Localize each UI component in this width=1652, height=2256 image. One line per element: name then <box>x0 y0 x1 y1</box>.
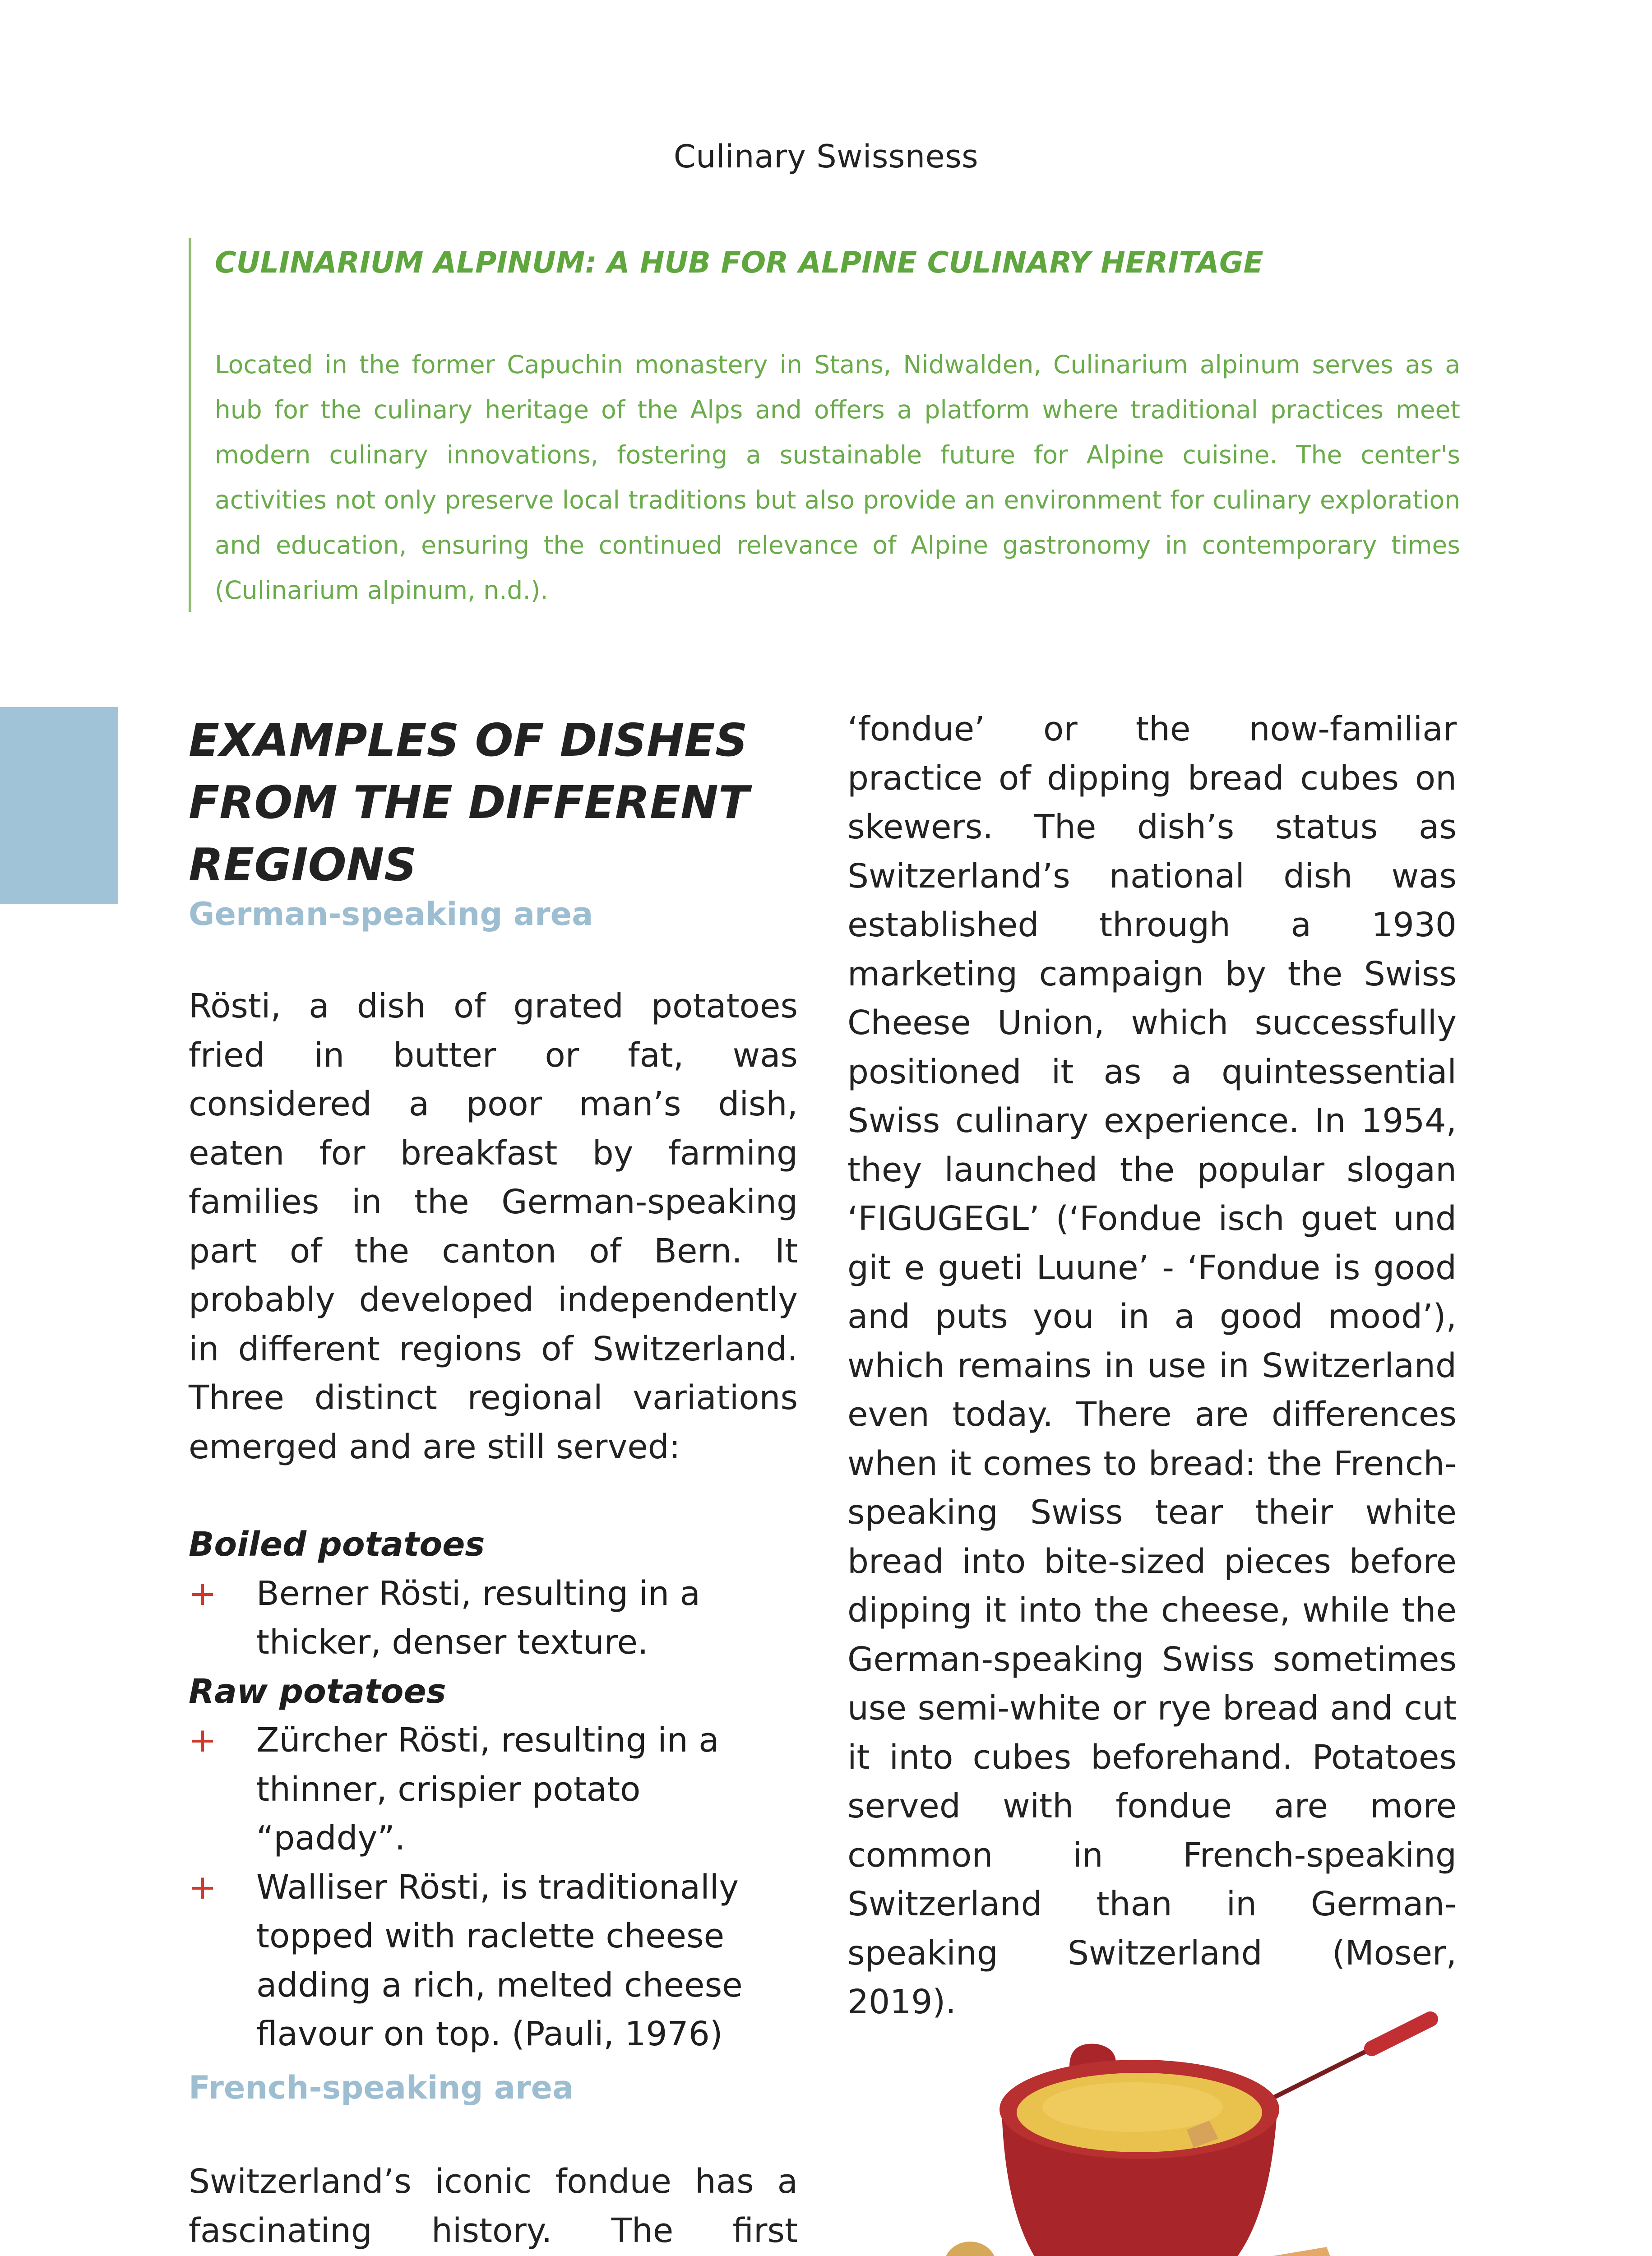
left-column-lower <box>189 2065 798 2256</box>
german-intro-paragraph: Rösti, a dish of grated potatoes fried in butter or fat, was considered a poor man’s dish, eaten for breakfast by farming families in the German-speaking part of the canton of Bern. It probably developed independently in different regions of Switzerland. Three distinct regional variations emerged and are still served: <box>189 987 798 1466</box>
boiled-potatoes-label: Boiled potatoes <box>189 1525 485 1564</box>
list-item-text: Zürcher Rösti, resulting in a thinner, crispier potato “paddy”. <box>256 1721 719 1858</box>
list-item-text: Berner Rösti, resulting in a thicker, denser texture. <box>256 1574 700 1662</box>
section-heading-line: EXAMPLES OF DISHES <box>189 714 748 767</box>
subhead-french: French-speaking area <box>189 2069 574 2106</box>
info-box <box>189 238 1460 612</box>
list-item-text: Walliser Rösti, is traditionally topped with raclette cheese adding a rich, melted cheese flavour on top. (Pauli, 1976) <box>256 1868 743 2053</box>
plus-icon: + <box>189 1574 217 1613</box>
fondue-pot-icon <box>921 1994 1480 2256</box>
info-box-title: CULINARIUM ALPINUM: A HUB FOR ALPINE CULINARY HERITAGE <box>215 246 1263 280</box>
plus-icon: + <box>189 1868 217 1907</box>
info-box-text: Located in the former Capuchin monastery in Stans, Nidwalden, Culinarium alpinum serves as a hub for the culinary heritage of the Alps and offers a platform where traditional practices meet modern culinary innovations, fostering a sustainable future for Alpine cuisine. The center's activities not only preserve local traditions but also provide an environment for culinary exploration and education, ensuring the continued relevance of Alpine gastronomy in contemporary times (Culinarium alpinum, n.d.). <box>215 350 1460 605</box>
list-item <box>189 1863 798 2059</box>
section-heading <box>189 709 798 896</box>
left-column <box>189 709 798 2059</box>
fork-handle <box>1372 2019 1430 2048</box>
plus-icon: + <box>189 1721 217 1760</box>
bread-cube <box>1273 2247 1340 2256</box>
potato <box>944 2242 996 2256</box>
section-heading-line: REGIONS <box>189 838 417 891</box>
section-tab-marker <box>0 707 118 904</box>
fondue-history-paragraph: ‘fondue’ or the now-familiar practice of dipping bread cubes on skewers. The dish’s status as Switzerland’s national dish was established through a 1930 marketing campaign by the Swiss Cheese Union, which successfully positioned it as a quintessential Swiss culinary experience. In 1954, they launched the popular slogan ‘FIGUGEGL’ (‘Fondue isch guet und git e gueti Luune’ - ‘Fondue is good and puts you in a good mood’), which remains in use in Switzerland even today. There are differences when it comes to bread: the French-speaking Swiss tear their white bread into bite-sized pieces before dipping it into the cheese, while the German-speaking Swiss sometimes use semi-white or rye bread and cut it into cubes beforehand. Potatoes served with fondue are more common in French-speaking Switzerland than in German-speaking Switzerland (Moser, 2019). <box>847 710 1457 2021</box>
right-column <box>847 705 1457 2027</box>
fondue-pot-illustration <box>921 1994 1480 2256</box>
list-item <box>189 1569 798 1667</box>
subhead-german: German-speaking area <box>189 896 593 933</box>
raw-potatoes-label: Raw potatoes <box>189 1672 446 1711</box>
french-paragraph: Switzerland’s iconic fondue has a fascinating history. The first <box>189 2162 798 2250</box>
running-head: Culinary Swissness <box>673 138 979 175</box>
cheese-highlight <box>1042 2082 1223 2132</box>
section-heading-line: FROM THE DIFFERENT <box>189 776 750 829</box>
list-item <box>189 1716 798 1863</box>
